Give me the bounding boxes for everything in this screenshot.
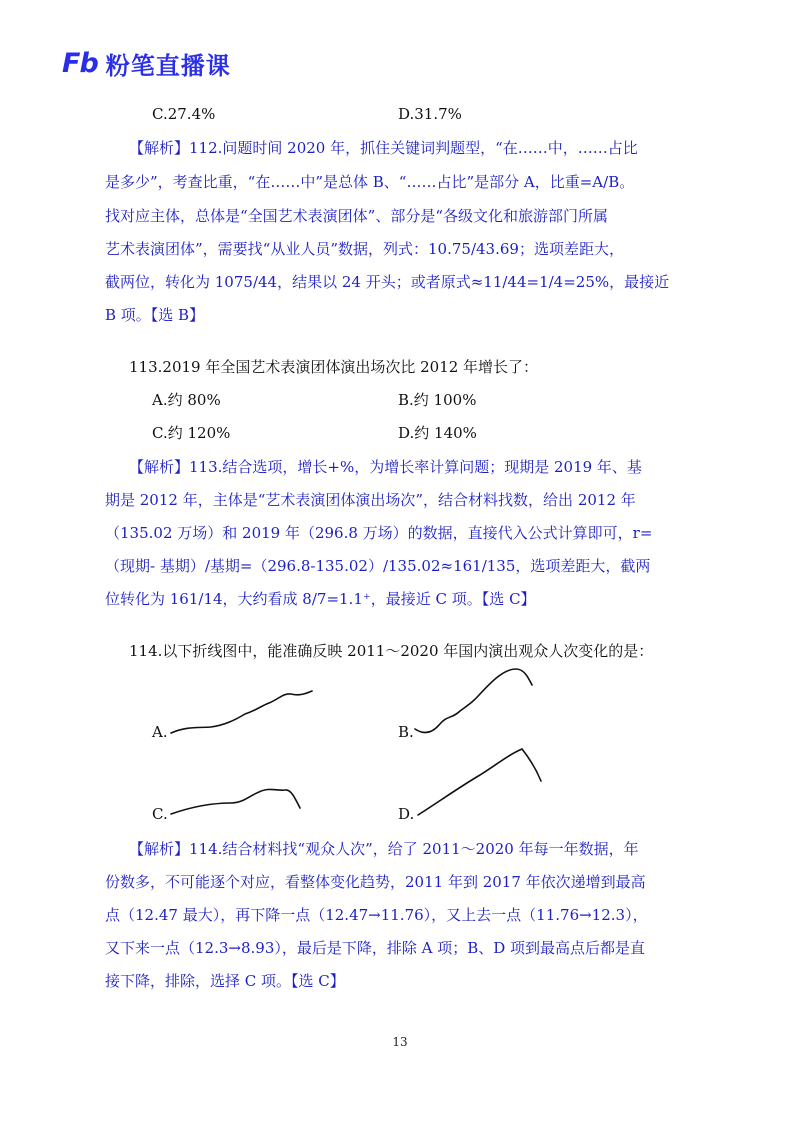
q113-option-a: A.约 80% xyxy=(152,391,221,409)
q113-analysis-line: （现期- 基期）/基期=（296.8-135.02）/135.02≈161/135，选项差距大，截两 xyxy=(105,557,651,575)
q113-analysis-line: 期是 2012 年，主体是“艺术表演团体演出场次”，结合材料找数，给出 2012 年 xyxy=(105,491,636,509)
q114-analysis-line: 点（12.47 最大），再下降一点（12.47→11.76），又上去一点（11.76→12.3）， xyxy=(105,906,648,924)
q114-option-a-curve xyxy=(165,680,315,740)
brand-logo xyxy=(62,46,231,81)
q114-analysis-line: 【解析】114.结合材料找“观众人次”，给了 2011～2020 年每一年数据，年 xyxy=(129,840,639,858)
q114-analysis-line: 又下来一点（12.3→8.93），最后是下降，排除 A 项；B、D 项到最高点后都是直 xyxy=(105,939,646,957)
logo-mark: Fb xyxy=(62,48,98,79)
q114-option-b-label: B. xyxy=(398,723,414,741)
q114-option-a-label: A. xyxy=(152,723,168,741)
q112-analysis-line: 是多少”，考查比重，“在……中”是总体 B、“……占比”是部分 A，比重=A/B。 xyxy=(105,173,635,191)
q113-option-d: D.约 140% xyxy=(398,424,477,442)
q113-option-c: C.约 120% xyxy=(152,424,231,442)
q114-option-b-curve xyxy=(412,665,537,740)
q112-analysis-line: 找对应主体，总体是“全国艺术表演团体”、部分是“各级文化和旅游部门所属 xyxy=(105,207,609,225)
q112-analysis-line: 截两位，转化为 1075/44，结果以 24 开头；或者原式≈11/44=1/4=25%，最接近 xyxy=(105,273,670,291)
q114-option-d-label: D. xyxy=(398,805,415,823)
q113-analysis-line: 【解析】113.结合选项，增长+%，为增长率计算问题；现期是 2019 年、基 xyxy=(129,458,642,476)
q114-analysis-line: 份数多，不可能逐个对应，看整体变化趋势，2011 年到 2017 年依次递增到最高 xyxy=(105,873,646,891)
page-number: 13 xyxy=(392,1035,408,1049)
q114-option-d-curve xyxy=(410,745,545,820)
q112-analysis-line: 【解析】112.问题时间 2020 年，抓住关键词判题型，“在……中，……占比 xyxy=(129,139,638,157)
q112-analysis-line: 艺术表演团体”，需要找“从业人员”数据，列式：10.75/43.69；选项差距大， xyxy=(105,240,624,258)
q112-analysis-line: B 项。【选 B】 xyxy=(105,306,205,324)
q113-question: 113.2019 年全国艺术表演团体演出场次比 2012 年增长了： xyxy=(129,358,539,376)
q112-option-c: C.27.4% xyxy=(152,105,216,123)
q113-analysis-line: 位转化为 161/14，大约看成 8/7=1.1⁺，最接近 C 项。【选 C】 xyxy=(105,590,536,608)
q113-option-b: B.约 100% xyxy=(398,391,477,409)
q113-analysis-line: （135.02 万场）和 2019 年（296.8 万场）的数据，直接代入公式计算即可，r= xyxy=(105,524,653,542)
q114-analysis-line: 接下降，排除，选择 C 项。【选 C】 xyxy=(105,972,345,990)
q114-option-c-curve xyxy=(165,780,305,820)
q112-option-d: D.31.7% xyxy=(398,105,462,123)
q114-option-c-label: C. xyxy=(152,805,168,823)
logo-text: 粉笔直播课 xyxy=(105,52,231,80)
q114-question: 114.以下折线图中，能准确反映 2011～2020 年国内演出观众人次变化的是： xyxy=(129,642,654,660)
